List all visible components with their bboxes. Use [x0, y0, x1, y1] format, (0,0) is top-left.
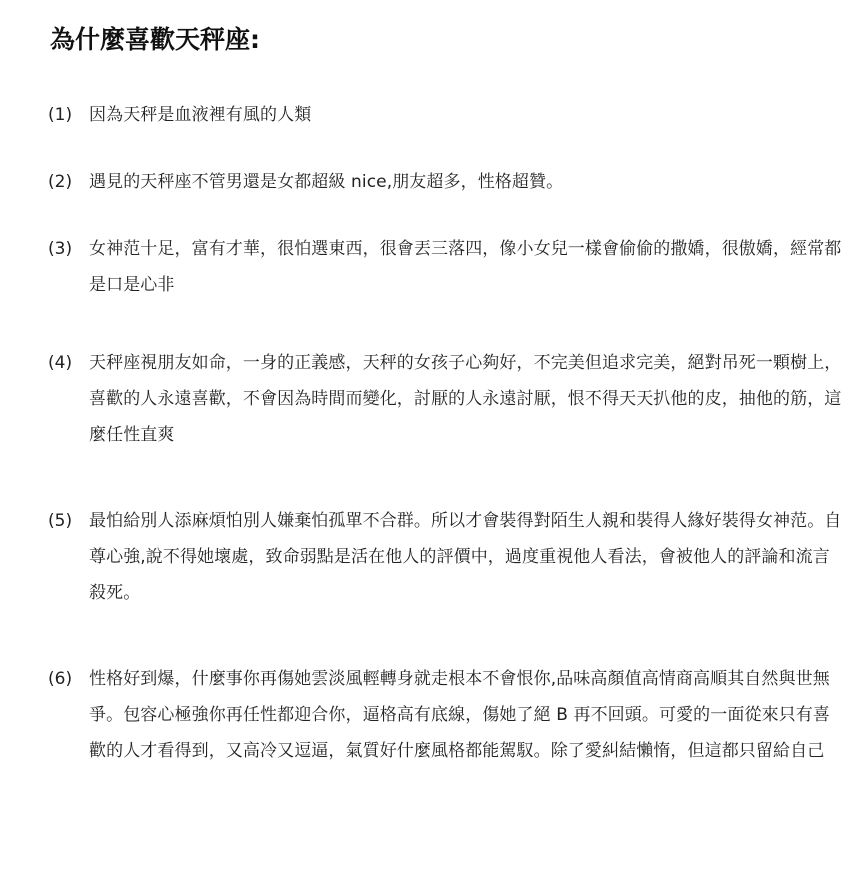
list-item-number: (3)	[48, 239, 73, 259]
list-item-number: (1)	[48, 105, 73, 125]
list-item-text: 性格好到爆，什麼事你再傷她雲淡風輕轉身就走根本不會恨你,品味高顏值高情商高順其自然與世無爭。包容心極強你再任性都迎合你，逼格高有底線，傷她了絕 B 再不回頭。可愛的一面從來只有喜歡的人才看得到，又高冷又逗逼，氣質好什麼風格都能駕馭。除了愛糾結懶惰，但這都只留給自己	[89, 669, 830, 761]
list-item-text: 天秤座視朋友如命，一身的正義感，天秤的女孩子心夠好，不完美但追求完美，絕對吊死一顆樹上，喜歡的人永遠喜歡，不會因為時間而變化，討厭的人永遠討厭，恨不得天天扒他的皮，抽他的筋，這麼任性直爽	[89, 353, 842, 445]
list-item-number: (6)	[48, 669, 73, 689]
list-item-text: 最怕給別人添麻煩怕別人嫌棄怕孤單不合群。所以才會裝得對陌生人親和裝得人緣好裝得女神范。自尊心強,說不得她壞處，致命弱點是活在他人的評價中，過度重視他人看法，會被他人的評論和流言殺死。	[89, 511, 842, 603]
list-item-number: (5)	[48, 511, 73, 531]
list-item-text: 遇見的天秤座不管男還是女都超級 nice,朋友超多，性格超贊。	[89, 172, 564, 192]
page-title: 為什麼喜歡天秤座:	[50, 25, 260, 54]
list-item-text: 因為天秤是血液裡有風的人類	[89, 105, 312, 125]
list-item-text: 女神范十足，富有才華，很怕選東西，很會丟三落四，像小女兒一樣會偷偷的撒嬌，很傲嬌，經常都是口是心非	[89, 239, 842, 295]
list-item-number: (4)	[48, 353, 73, 373]
list-item-number: (2)	[48, 172, 73, 192]
